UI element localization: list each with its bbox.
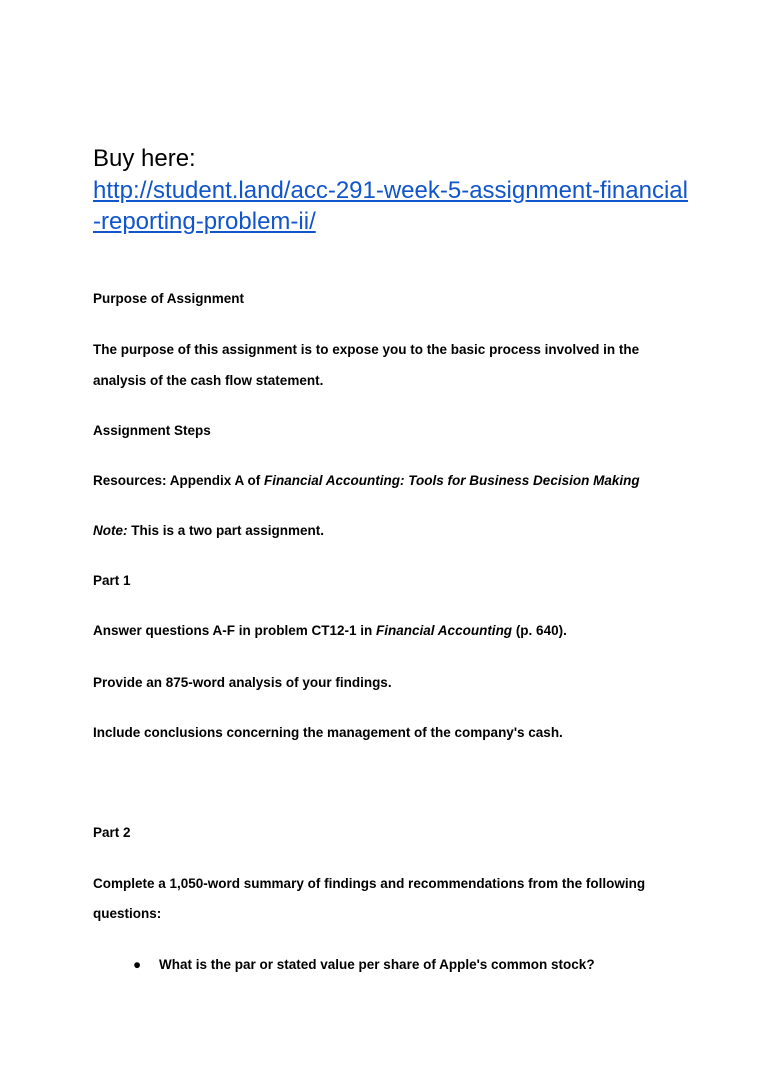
bullet-icon: ● [133,957,142,972]
resources-prefix: Resources: Appendix A of [93,473,265,488]
answer-prefix: Answer questions A-F in problem CT12-1 in [93,623,377,638]
part-1-include-line: Include conclusions concerning the management of the company's cash. [93,725,563,740]
assignment-steps-heading: Assignment Steps [93,423,211,438]
note-text: This is a two part assignment. [127,523,325,538]
note-label: Note: [93,523,128,538]
purpose-text-line-2: analysis of the cash flow statement. [93,373,324,388]
part-2-complete-line-1: Complete a 1,050-word summary of findings and recommendations from the following [93,876,646,891]
answer-suffix: (p. 640). [512,623,567,638]
note-line [93,522,324,540]
buy-here-label: Buy here: [93,145,196,172]
part-1-provide-line: Provide an 875-word analysis of your findings. [93,675,392,690]
purpose-text-line-1: The purpose of this assignment is to expose you to the basic process involved in the [93,342,640,357]
answer-book-title: Financial Accounting [376,623,513,638]
purpose-heading: Purpose of Assignment [93,291,245,306]
resources-book-title: Financial Accounting: Tools for Business Decision Making [264,473,640,488]
part-2-heading: Part 2 [93,825,131,840]
question-text: What is the par or stated value per share of Apple's common stock? [159,957,595,972]
product-link-line-2[interactable]: -reporting-problem-ii/ [93,208,316,235]
resources-line [93,472,640,490]
part-1-answer-line [93,622,567,640]
product-link-line-1[interactable]: http://student.land/acc-291-week-5-assignment-financial [93,177,688,204]
part-1-heading: Part 1 [93,573,131,588]
part-2-complete-line-2: questions: [93,906,162,921]
